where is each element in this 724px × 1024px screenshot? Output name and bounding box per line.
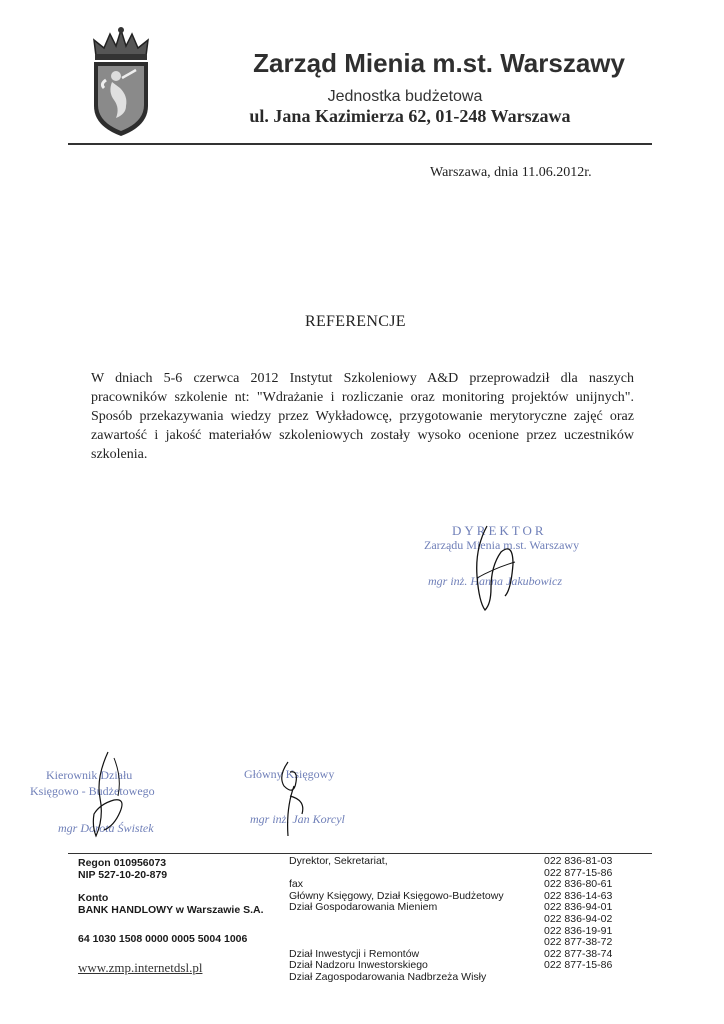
phone-number: 022 877-15-86 [544,866,613,879]
department-row [289,914,504,926]
department-row: Dział Nadzoru Inwestorskiego [289,959,428,972]
director-stamp-title: DYREKTOR [452,523,547,538]
phone-number: 022 836-80-61 [544,878,613,891]
footer-phone-numbers [544,856,612,972]
footer-nip: NIP 527-10-20-879 [78,869,168,881]
organization-address: ul. Jana Kazimierza 62, 01-248 Warszawa [249,106,571,126]
department-row: Dział Inwestycji i Remontów [289,947,420,960]
department-row: Dział Gospodarowania Mieniem [289,901,438,914]
footer-account-number: 64 1030 1508 0000 0005 5004 1006 [78,933,248,945]
phone-number: 022 836-14-63 [544,889,613,902]
footer-divider [68,853,652,854]
department-row: Dyrektor, Sekretariat, [289,855,388,867]
department-row: Główny Księgowy, Dział Księgowo-Budżetowy [289,889,504,902]
footer-website-link[interactable]: www.zmp.internetdsl.pl [78,960,203,975]
phone-number: 022 836-94-02 [544,912,613,925]
phone-number: 022 877-38-74 [544,947,613,960]
body-text: W dniach 5-6 czerwca 2012 Instytut Szkoleniowy A&D przeprowadził dla naszych pracowników szkolenie nt: "Wdrażanie i rozliczanie oraz monitoring projektów unijnych". Sposób przekazywania wiedzy przez Wykładowcę, przygotowanie merytoryczne zajęć oraz zawartość i jakość materiałów szkoleniowych zostały wysoko ocenione przez uczestników szkolenia. [91,371,634,462]
department-row [289,937,504,949]
chief-accountant-stamp-name: mgr inż. Jan Korcyl [250,812,345,826]
phone-number: 022 836-94-01 [544,901,613,914]
accounting-stamp-name: mgr Dorota Świstek [58,821,154,835]
header-divider [68,143,652,145]
warsaw-mermaid-crest-icon [86,26,156,138]
department-row [289,868,504,880]
footer-regon: Regon 010956073 [78,857,167,869]
phone-number: 022 877-15-86 [544,959,613,972]
footer-konto-label: Konto [78,892,109,904]
director-stamp-org: Zarządu Mienia m.st. Warszawy [424,538,580,552]
document-title: REFERENCJE [305,313,406,330]
phone-number: 022 836-81-03 [544,855,613,867]
date-line: Warszawa, dnia 11.06.2012r. [430,165,592,180]
organization-name: Zarząd Mienia m.st. Warszawy [253,48,625,78]
accounting-stamp-line1: Kierownik Działu [46,768,133,782]
phone-number: 022 877-38-72 [544,936,613,949]
organization-type: Jednostka budżetowa [327,88,483,105]
body-paragraph [91,369,634,464]
footer-bank: BANK HANDLOWY w Warszawie S.A. [78,904,264,916]
department-row: fax [289,878,304,891]
director-stamp-name: mgr inż. Hanna Jakubowicz [428,574,562,588]
phone-number: 022 836-19-91 [544,924,613,937]
department-row: Dział Zagospodarowania Nadbrzeża Wisły [289,970,487,983]
accounting-stamp-line2: Księgowo - Budżetowego [30,784,155,798]
footer-departments [289,856,504,984]
department-row [289,926,504,938]
chief-accountant-stamp-title: Główny Księgowy [244,767,335,781]
